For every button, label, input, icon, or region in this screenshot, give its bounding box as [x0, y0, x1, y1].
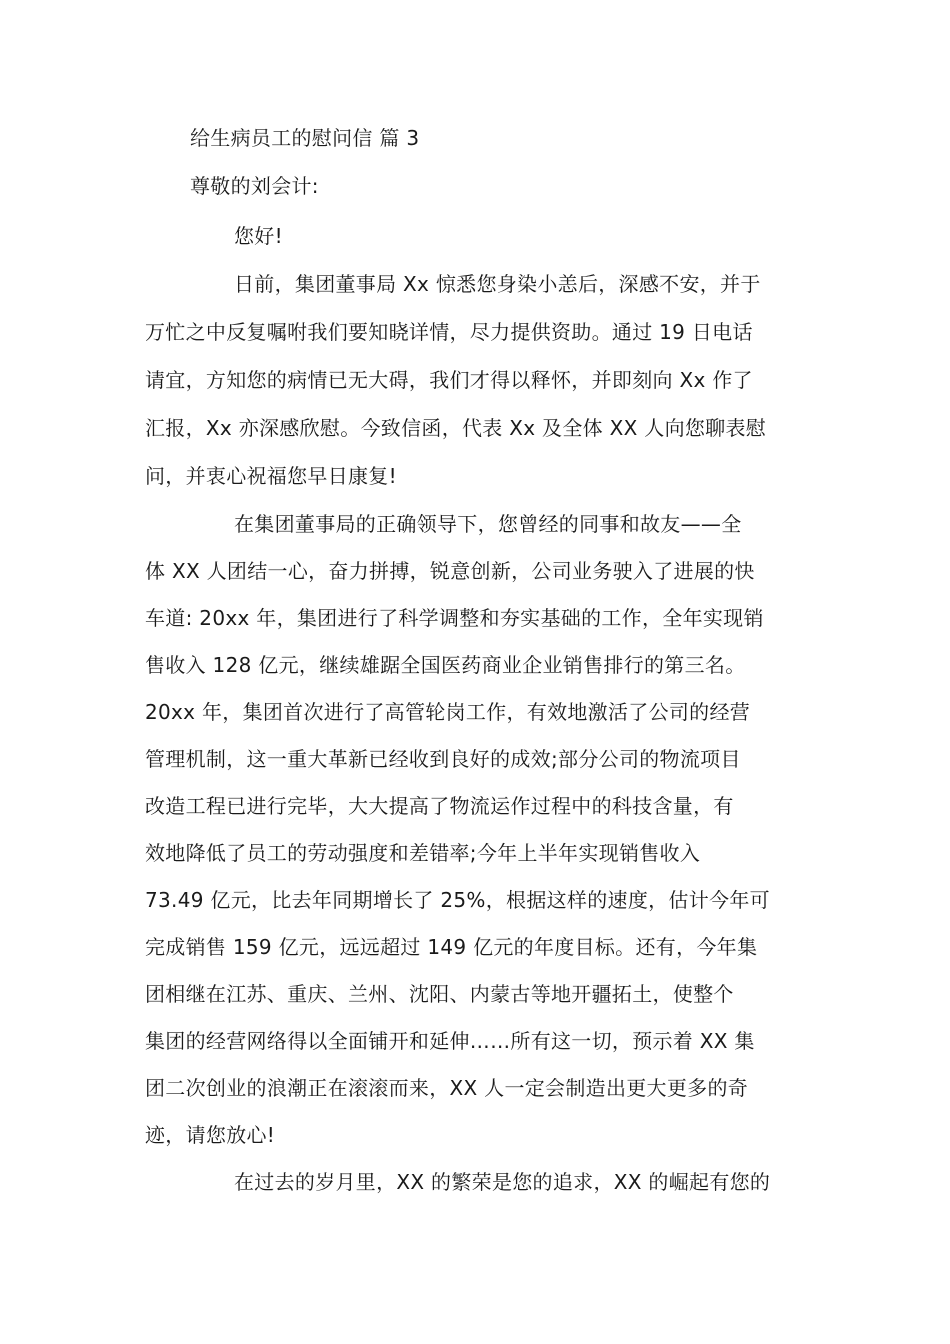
paragraph-2-line: 效地降低了员工的劳动强度和差错率;今年上半年实现销售收入 — [145, 841, 701, 865]
paragraph-2-line: 20xx 年，集团首次进行了高管轮岗工作，有效地激活了公司的经营 — [145, 700, 751, 724]
document-title: 给生病员工的慰问信 篇 3 — [190, 126, 420, 150]
paragraph-2-line: 管理机制，这一重大革新已经收到良好的成效;部分公司的物流项目 — [145, 747, 741, 771]
paragraph-1-line: 问，并衷心祝福您早日康复! — [145, 464, 397, 488]
salutation: 尊敬的刘会计: — [190, 174, 319, 198]
paragraph-2-line: 集团的经营网络得以全面铺开和延伸……所有这一切，预示着 XX 集 — [145, 1029, 755, 1053]
paragraph-1-line: 万忙之中反复嘱咐我们要知晓详情，尽力提供资助。通过 19 日电话 — [145, 320, 753, 344]
paragraph-2-line: 迹，请您放心! — [145, 1123, 276, 1147]
paragraph-2-line: 体 XX 人团结一心，奋力拼搏，锐意创新，公司业务驶入了进展的快 — [145, 559, 755, 583]
paragraph-2-line: 完成销售 159 亿元，远远超过 149 亿元的年度目标。还有，今年集 — [145, 935, 758, 959]
paragraph-2-line: 团二次创业的浪潮正在滚滚而来，XX 人一定会制造出更大更多的奇 — [145, 1076, 749, 1100]
paragraph-1-line: 汇报，Xx 亦深感欣慰。今致信函，代表 Xx 及全体 XX 人向您聊表慰 — [145, 416, 767, 440]
paragraph-1-line: 请宜，方知您的病情已无大碍，我们才得以释怀，并即刻向 Xx 作了 — [145, 368, 753, 392]
paragraph-2-line: 售收入 128 亿元，继续雄踞全国医药商业企业销售排行的第三名。 — [145, 653, 746, 677]
paragraph-2-line: 车道: 20xx 年，集团进行了科学调整和夯实基础的工作，全年实现销 — [145, 606, 764, 630]
paragraph-3-line: 在过去的岁月里，XX 的繁荣是您的追求，XX 的崛起有您的 — [234, 1170, 771, 1194]
paragraph-1-line: 日前，集团董事局 Xx 惊悉您身染小恙后，深感不安，并于 — [234, 272, 761, 296]
greeting: 您好! — [234, 224, 283, 248]
paragraph-2-line: 改造工程已进行完毕，大大提高了物流运作过程中的科技含量，有 — [145, 794, 734, 818]
paragraph-2-line: 73.49 亿元，比去年同期增长了 25%，根据这样的速度，估计今年可 — [145, 888, 770, 912]
paragraph-2-line: 团相继在江苏、重庆、兰州、沈阳、内蒙古等地开疆拓土，使整个 — [145, 982, 734, 1006]
paragraph-2-line: 在集团董事局的正确领导下，您曾经的同事和故友——全 — [234, 512, 742, 536]
